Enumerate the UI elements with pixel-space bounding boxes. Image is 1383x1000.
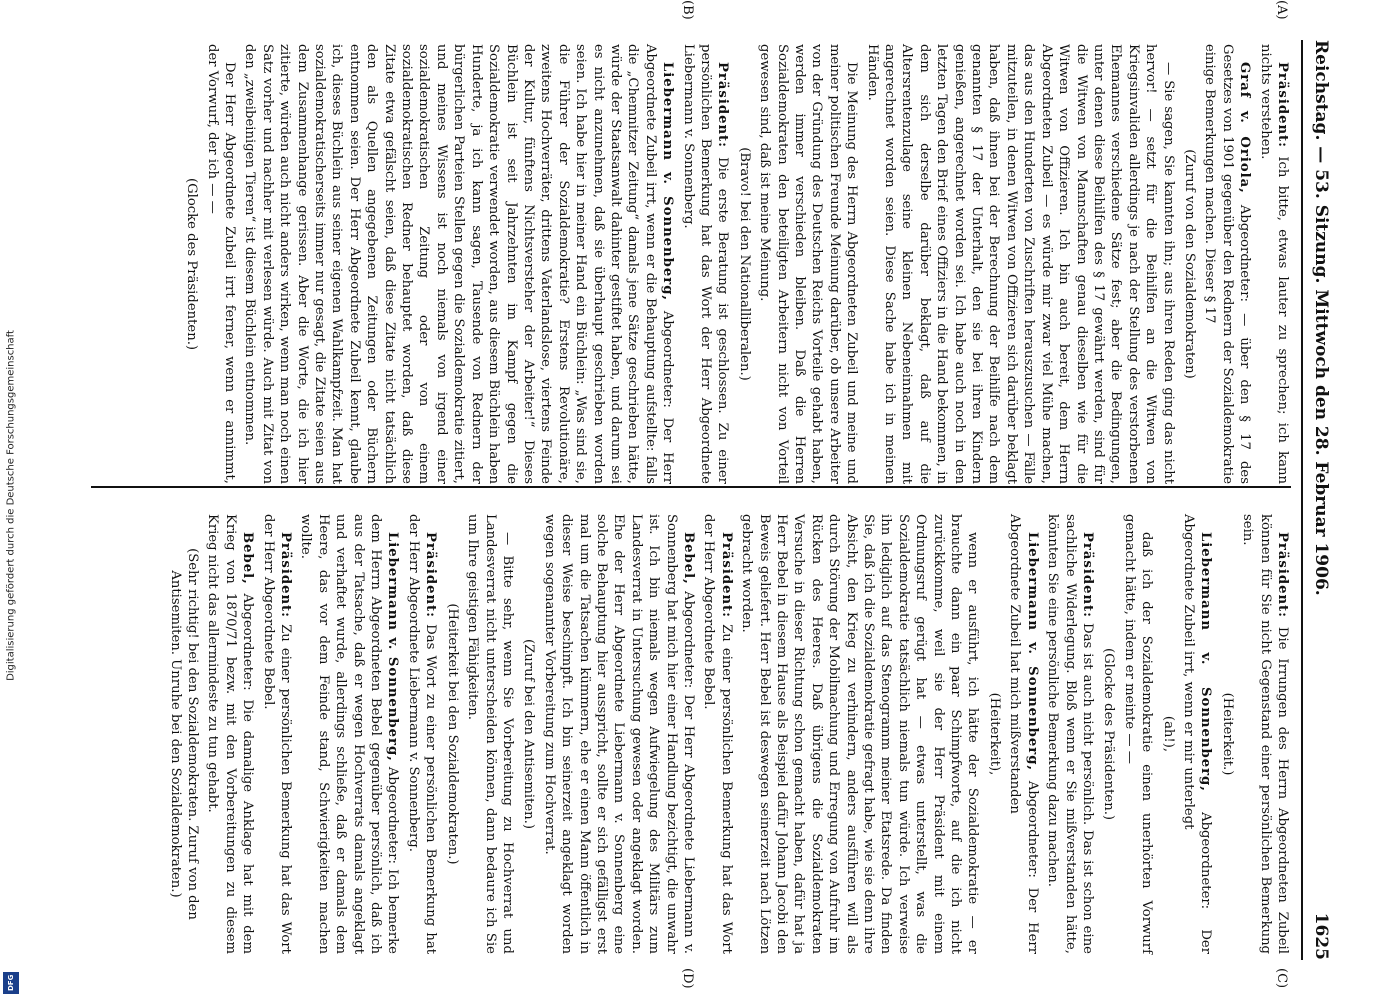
- speaker-name: Präsident:: [1275, 62, 1290, 149]
- speaker-name: Bebel,: [240, 532, 256, 585]
- margin-marker-a: (A): [1274, 0, 1289, 20]
- speaker-name: Liebermann v. Sonnenberg,: [1198, 532, 1214, 792]
- digitization-sidebar: [0, 0, 22, 1000]
- speaker-name: Präsident:: [423, 532, 439, 619]
- paragraph-text: Abgeordneter: Der Herr Abgeordnete Liebermann v. Sonnenberg hat mich hier einer Handlung bezichtigt, die unwahr ist. Ich bin niemals wegen Aufwiegelung des Militärs zum Landesverrat in Untersuchung gewesen oder angeklagt worden. Ehe der Herr Abgeordnete Liebermann v. Sonnenberg eine solche Behauptung hier ausspricht, sollte er sich gefälligst erst mal um die Tatsachen kümmern, ehe er einen Mann öffentlich in dieser Weise beschimpft. Ich bin seinerzeit angeklagt worden wegen sogenannter Vorbereitung zum Hochverrat.: [541, 514, 696, 954]
- paragraph: [1044, 514, 1096, 954]
- speaker-name: Liebermann v. Sonnenberg,: [385, 532, 401, 762]
- paragraph-text: Das Wort zu einer persönlichen Bemerkung hat der Herr Abgeordnete Liebermann v. Sonnenberg.: [405, 514, 439, 954]
- speaker-name: Bebel,: [681, 532, 696, 585]
- interjection: (Glocke des Präsidenten.): [184, 177, 200, 351]
- dfg-logo: DFG: [3, 972, 19, 994]
- speaker-name: Graf v. Oriola,: [1237, 62, 1253, 194]
- paragraph: [1180, 514, 1215, 954]
- margin-marker-c: (C): [1274, 968, 1289, 989]
- interjection: (Heiterkeit),: [986, 692, 1002, 776]
- header-rule: [1301, 40, 1303, 960]
- paragraph: [1201, 44, 1253, 484]
- paragraph: Die Meinung des Herrn Abgeordneten Zubeil und meine und meiner politischen Freunde Meinung darüber, ob unsere Arbeiter von der Gründung des Deutschen Reichs Vorteile gehabt haben, werden immer verschieden bleiben. Daß die Herren Sozialdemokraten den beteiligten Arbeitern nicht von Vorteil gewesen sind, daß ist meine Meinung.: [757, 44, 860, 484]
- paragraph: [204, 514, 256, 954]
- paragraph-text: Abgeordneter: Der Abgeordnete Zubeil irrt, wenn er mir unterlegt: [1180, 514, 1214, 954]
- paragraph: — Bitte sehr, wenn Sie Vorbereitung zu Hochverrat und Landesverrat nicht unterscheiden können, dann bedaure ich Sie um Ihre geistigen Fähigkeiten.: [465, 514, 515, 954]
- speaker-name: Präsident:: [1079, 532, 1095, 619]
- paragraph: [679, 44, 731, 484]
- interjection: (ah!),: [1160, 715, 1176, 753]
- interjection: (Zuruf bei den Antisemiten.): [521, 638, 537, 830]
- paragraph: [241, 44, 676, 484]
- paragraph-text: Abgeordneter: Der Herr Abgeordnete Zubeil irrt, wenn er die Behauptung aufstellte: falls die „Chemnitzer Zeitung“ damals jene Sätze geschrieben hätte, würde der Staatsanwalt dahinter gestiftet haben, und darum sei es nicht anzunehmen, daß sie überhaupt geschrieben worden seien. Ich habe hier in meiner Hand ein Büchlein: „Was sind sie, die Führer der Sozialdemokratie? Erstens Revolutionäre, zweitens Hochverräter, drittens Vaterlandslose, viertens Feinde der Kultur, fünftens Nichtsversteher der Arbeiter!“ Dieses Büchlein ist seit Jahrzehnten im Kampf gegen die Sozialdemokratie verwendet worden, aus diesem Büchlein haben Hunderte, ja ich kann sagen, Tausende von Rednern der bürgerlichen Parteien Stellen gegen die Sozialdemokratie zitiert, und meines Wissens ist noch niemals von irgend einer sozialdemokratischen Zeitung oder von einem sozialdemokratischen Redner behauptet worden, daß diese Zitate etwa gefälscht seien, daß diese Zitate nicht tatsächlich den als Quellen angegebenen Zeitungen oder Büchern entnommen seien. Der Herr Abgeordnete Zubeil kennt, glaube ich, dieses Büchlein aus seiner eigenen Wahlkampfzeit. Man hat sozialdemokratischerseits immer nur gesagt, die Zitate seien aus dem Zusammenhange gerissen. Aber die Worte, die ich hier zitierte, würden auch nicht anders wirken, wenn man noch einen Satz vorher und nachher mit verlesen würde. Auch mit Zitat von den „zweibeinigen Tieren“ ist diesem Büchlein entnommen.: [242, 44, 676, 484]
- paragraph-text: Ich bitte, etwas lauter zu sprechen; ich kann nichts verstehen.: [1257, 44, 1290, 484]
- speaker-name: Liebermann v. Sonnenberg,: [1024, 532, 1040, 772]
- paragraph-text: Abgeordneter: — über den § 17 des Gesetzes von 1901 gegenüber den Rednern der Sozialdemokratie einige Bemerkungen machen. Dieser § 17: [1202, 44, 1253, 484]
- paragraph: [1239, 514, 1291, 954]
- column-divider: [91, 486, 1291, 488]
- interjection: (Heiterkeit bei den Sozialdemokraten.): [444, 603, 460, 865]
- interjection: (Sehr richtig! bei den Sozialdemokraten. Zuruf von den Antisemiten. Unruhe bei den Sozialdemokraten.): [167, 548, 201, 920]
- speaker-name: Präsident:: [278, 532, 294, 619]
- paragraph-text: Die Irrungen des Herrn Abgeordneten Zubeil können für Sie nicht Gegenstand einer persönlichen Bemerkung sein.: [1240, 514, 1290, 954]
- digitization-credit: Digitalisierung gefördert durch die Deutsche Forschungsgemeinschaft: [5, 330, 17, 681]
- speaker-name: Präsident:: [1275, 532, 1290, 619]
- paragraph-text: Zu einer persönlichen Bemerkung hat das Wort der Herr Abgeordnete Bebel.: [701, 514, 734, 954]
- paragraph-text: Abgeordneter: Ich bemerke dem Herrn Abgeordneten Bebel gegenüber persönlich, daß ich aus der Tatsache, daß er wegen Hochverrats damals angeklagt und verhaftet wurde, allerdings schließe, daß er damals dem Heere, das vor dem Feinde stand, Schwierigkeiten machen wollte.: [298, 514, 401, 954]
- paragraph: — Sie sagen, Sie kannten ihn; aus ihren Reden ging das nicht hervor! — setzt für die Beihilfen an die Witwen von Kriegsinvaliden allerdings je nach der Stellung des verstorbenen Ehemannes verschiedene Sätze fest; aber die Bedingungen, unter denen diese Beihilfen des § 17 gewährt werden, sind für die Witwen von Mannschaften genau dieselben wie für die Witwen von Offizieren. Ich bin auch bereit, dem Herrn Abgeordneten Zubeil — es würde mir zwar viel Mühe machen, das aus den Hunderten von Zuschriften herauszusuchen — Fälle mitzuteilen, in denen Witwen von Offizieren sich darüber beklagt haben, daß ihnen bei der Berechnung der Beihilfe nach dem genannten § 17 der Unterhalt, den sie bei ihren Kindern genießen, angerechnet worden sei. Ich habe auch noch in den letzten Tagen den Brief eines Offiziers in die Hand bekommen, in dem sich derselbe darüber beklagt, daß auf die Altersrentenzulage seine kleinen Nebeneinnahmen mit angerechnet worden seien. Diese Sache habe ich in meinen Händen.: [864, 44, 1176, 484]
- document-page: [65, 0, 1335, 1000]
- paragraph-text: Die erste Beratung ist geschlossen. Zu einer persönlichen Bemerkung hat das Wort der Herr Abgeordnete Liebermann v. Sonnenberg.: [680, 44, 731, 484]
- right-column: [162, 514, 1291, 954]
- paragraph: [405, 514, 440, 954]
- interjection: (Bravo! bei den Nationalliberalen.): [736, 147, 752, 381]
- paragraph: [1256, 44, 1291, 484]
- interjection: (Zuruf von den Sozialdemokraten): [1181, 149, 1197, 379]
- page-number: 1625: [1311, 912, 1331, 960]
- paragraph: [1006, 514, 1041, 954]
- paragraph: daß ich der Sozialdemokratie einen unerhörten Vorwurf gemacht hätte, indem er meinte — —: [1121, 514, 1155, 954]
- interjection: (Glocke des Präsidenten.): [1101, 647, 1117, 821]
- paragraph-text: Das ist auch nicht persönlich. Das ist schon eine sachliche Widerlegung. Bloß wenn er Sie mißverstanden hätte, könnten Sie eine persönliche Bemerkung dazu machen.: [1045, 514, 1095, 954]
- paragraph: [540, 514, 697, 954]
- paragraph-text: Abgeordneter: Die damalige Anklage hat mit dem Krieg von 1870/71 bezw. mit den Vorbereitungen zu diesem Krieg nicht das allermindeste zu tun gehabt.: [205, 514, 256, 954]
- header-title: Reichstag. — 53. Sitzung. Mittwoch den 28. Februar 1906.: [1311, 40, 1331, 596]
- paragraph: wenn er ausführt, ich hätte der Sozialdemokratie — er brauchte dann ein paar Schimpfworte, auf die ich nicht zurückkomme, weil sie der Herr Präsident mit einem Ordnungsruf gerügt hat — etwas unterstellt, was die Sozialdemokratie tatsächlich niemals tun würde. Ich verweise ihn lediglich auf das Stenogramm meiner Etatsrede. Da finden Sie, daß ich die Sozialdemokratie gefragt habe, wie sie denn ihre Absicht, den Krieg zu verhindern, anders ausführen will als durch Störung der Mobilmachung und Erregung von Aufruhr im Rücken des Heeres. Daß übrigens die Sozialdemokraten Versuche in dieser Richtung schon gemacht haben, dafür hat ja Herr Bebel in diesem Hause als Beispiel dafür Johann Jacobi den Beweis geliefert. Herr Bebel ist deswegen seinerzeit nach Lötzen gebracht worden.: [739, 514, 981, 954]
- speaker-name: Präsident:: [718, 532, 734, 619]
- speaker-name: Liebermann v. Sonnenberg,: [660, 62, 676, 302]
- paragraph: Der Herr Abgeordnete Zubeil irrt ferner, wenn er annimmt, der Vorwurf, der ich — —: [204, 44, 238, 484]
- speaker-name: Präsident:: [715, 62, 731, 149]
- paragraph-text: Abgeordneter: Der Herr Abgeordnete Zubeil hat mich mißverstanden: [1007, 514, 1040, 954]
- margin-marker-b: (B): [680, 0, 695, 20]
- left-column: [179, 44, 1291, 484]
- paragraph: [700, 514, 735, 954]
- page-header: [1307, 40, 1335, 960]
- interjection: (Heiterkeit.): [1219, 692, 1235, 776]
- paragraph: [297, 514, 401, 954]
- paragraph-text: Zu einer persönlichen Bemerkung hat das Wort der Herr Abgeordnete Bebel.: [260, 514, 294, 954]
- paragraph: [259, 514, 294, 954]
- margin-marker-d: (D): [680, 968, 695, 989]
